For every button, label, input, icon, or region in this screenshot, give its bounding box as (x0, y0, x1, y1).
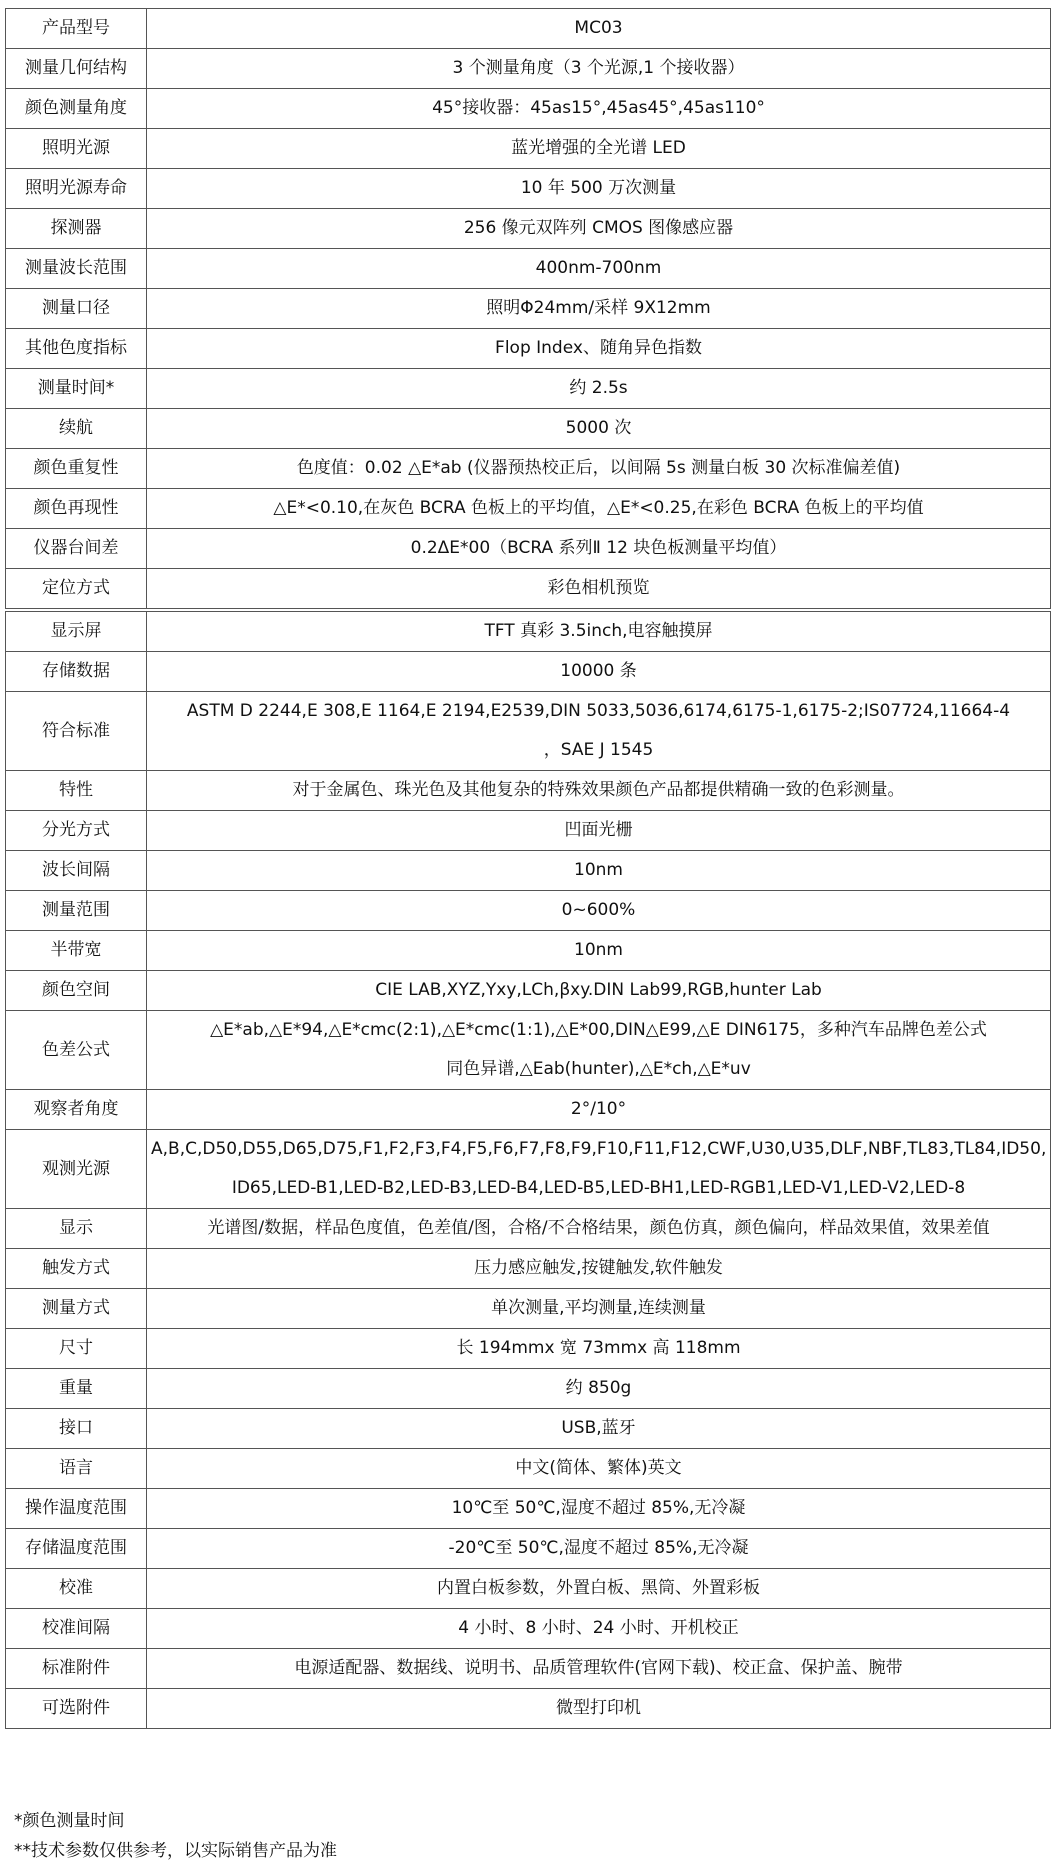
spec-row (6, 1369, 1051, 1409)
spec-row (6, 1489, 1051, 1529)
spec-label: 产品型号 (6, 9, 147, 49)
spec-label: 测量方式 (6, 1289, 147, 1329)
spec-value-line: ASTM D 2244,E 308,E 1164,E 2194,E2539,DIN 5033,5036,6174,6175-1,6175-2;IS07724,11664-4 (186, 701, 1011, 721)
spec-value-line: 256 像元双阵列 CMOS 图像感应器 (463, 218, 734, 238)
spec-value (147, 249, 1051, 289)
spec-label: 特性 (6, 771, 147, 811)
spec-value (147, 891, 1051, 931)
spec-label: 定位方式 (6, 569, 147, 611)
spec-value (147, 692, 1051, 771)
spec-label: 照明光源寿命 (6, 169, 147, 209)
spec-value (147, 1289, 1051, 1329)
spec-row (6, 289, 1051, 329)
spec-row (6, 1569, 1051, 1609)
spec-row (6, 489, 1051, 529)
spec-label: 操作温度范围 (6, 1489, 147, 1529)
spec-label: 重量 (6, 1369, 147, 1409)
spec-row (6, 652, 1051, 692)
footnote: **技术参数仅供参考，以实际销售产品为准 (14, 1841, 337, 1861)
spec-label: 接口 (6, 1409, 147, 1449)
spec-value-line: 单次测量,平均测量,连续测量 (491, 1298, 706, 1318)
spec-row (6, 891, 1051, 931)
spec-row (6, 931, 1051, 971)
spec-value-line: 同色异谱,△Eab(hunter),△E*ch,△E*uv (446, 1059, 751, 1079)
spec-value (147, 1689, 1051, 1729)
spec-table-body (6, 9, 1051, 1729)
spec-value-line: 10℃至 50℃,湿度不超过 85%,无冷凝 (451, 1498, 746, 1518)
spec-row (6, 89, 1051, 129)
spec-label: 测量几何结构 (6, 49, 147, 89)
spec-value-line: 长 194mmx 宽 73mmx 高 118mm (456, 1338, 741, 1358)
spec-value-line: ID65,LED-B1,LED-B2,LED-B3,LED-B4,LED-B5,LED-BH1,LED-RGB1,LED-V1,LED-V2,LED-8 (231, 1178, 966, 1198)
spec-value (147, 811, 1051, 851)
spec-row (6, 529, 1051, 569)
spec-label: 续航 (6, 409, 147, 449)
spec-value (147, 569, 1051, 611)
spec-value-line: Flop Index、随角异色指数 (495, 338, 702, 358)
spec-label: 观测光源 (6, 1130, 147, 1209)
spec-value (147, 409, 1051, 449)
spec-value-line: 10 年 500 万次测量 (520, 178, 677, 198)
spec-value-line: 0~600% (561, 900, 636, 920)
spec-value-line: 0.2ΔE*00（BCRA 系列Ⅱ 12 块色板测量平均值） (410, 538, 787, 558)
spec-row (6, 1209, 1051, 1249)
spec-label: 校准 (6, 1569, 147, 1609)
spec-label: 显示屏 (6, 610, 147, 652)
spec-value (147, 771, 1051, 811)
spec-row (6, 692, 1051, 771)
spec-row (6, 249, 1051, 289)
spec-value-line: 5000 次 (565, 418, 632, 438)
spec-label: 尺寸 (6, 1329, 147, 1369)
spec-row (6, 1289, 1051, 1329)
spec-row (6, 1609, 1051, 1649)
spec-row (6, 1689, 1051, 1729)
spec-value (147, 1529, 1051, 1569)
spec-row (6, 49, 1051, 89)
spec-row (6, 329, 1051, 369)
spec-value-line: 内置白板参数，外置白板、黑筒、外置彩板 (437, 1578, 760, 1598)
spec-value-line: 色度值：0.02 △E*ab (仪器预热校正后，以间隔 5s 测量白板 30 次标准偏差值) (296, 458, 901, 478)
spec-value (147, 931, 1051, 971)
spec-label: 照明光源 (6, 129, 147, 169)
spec-row (6, 129, 1051, 169)
spec-row (6, 771, 1051, 811)
spec-row (6, 811, 1051, 851)
spec-row (6, 169, 1051, 209)
spec-value-line: 凹面光栅 (564, 820, 633, 840)
spec-label: 触发方式 (6, 1249, 147, 1289)
spec-value (147, 652, 1051, 692)
spec-label: 测量波长范围 (6, 249, 147, 289)
spec-value-line: △E*ab,△E*94,△E*cmc(2:1),△E*cmc(1:1),△E*00,DIN△E99,△E DIN6175，多种汽车品牌色差公式 (210, 1020, 987, 1040)
footnotes (14, 1806, 337, 1866)
spec-value (147, 851, 1051, 891)
spec-value-line: △E*<0.10,在灰色 BCRA 色板上的平均值，△E*<0.25,在彩色 BCRA 色板上的平均值 (273, 498, 924, 518)
spec-value (147, 289, 1051, 329)
spec-row (6, 569, 1051, 611)
spec-value (147, 369, 1051, 409)
spec-value (147, 1209, 1051, 1249)
spec-label: 显示 (6, 1209, 147, 1249)
spec-value (147, 9, 1051, 49)
spec-row (6, 1529, 1051, 1569)
spec-row (6, 1249, 1051, 1289)
spec-value-line: 对于金属色、珠光色及其他复杂的特殊效果颜色产品都提供精确一致的色彩测量。 (292, 780, 905, 800)
spec-label: 测量时间* (6, 369, 147, 409)
spec-label: 可选附件 (6, 1689, 147, 1729)
spec-value (147, 1569, 1051, 1609)
spec-value (147, 529, 1051, 569)
spec-value-line: 微型打印机 (556, 1698, 641, 1718)
spec-value (147, 129, 1051, 169)
spec-label: 颜色空间 (6, 971, 147, 1011)
spec-row (6, 1449, 1051, 1489)
spec-label: 色差公式 (6, 1011, 147, 1090)
spec-label: 语言 (6, 1449, 147, 1489)
spec-row (6, 610, 1051, 652)
spec-value-line: 蓝光增强的全光谱 LED (511, 138, 686, 158)
spec-label: 半带宽 (6, 931, 147, 971)
spec-label: 校准间隔 (6, 1609, 147, 1649)
spec-table (5, 8, 1051, 1729)
spec-value-line: 45°接收器：45as15°,45as45°,45as110° (432, 98, 765, 118)
spec-label: 观察者角度 (6, 1090, 147, 1130)
spec-value (147, 1369, 1051, 1409)
spec-row (6, 1409, 1051, 1449)
spec-row (6, 1011, 1051, 1090)
spec-label: 测量范围 (6, 891, 147, 931)
spec-row (6, 9, 1051, 49)
spec-row (6, 1090, 1051, 1130)
spec-value (147, 49, 1051, 89)
spec-value (147, 1409, 1051, 1449)
spec-value-line: 约 850g (565, 1378, 632, 1398)
spec-value (147, 489, 1051, 529)
spec-label: 波长间隔 (6, 851, 147, 891)
spec-value-line: 10nm (574, 860, 623, 880)
spec-value (147, 1649, 1051, 1689)
spec-row (6, 449, 1051, 489)
spec-value-line: 中文(简体、繁体)英文 (515, 1458, 682, 1478)
spec-value-line: 3 个测量角度（3 个光源,1 个接收器） (452, 58, 745, 78)
spec-value (147, 329, 1051, 369)
spec-value (147, 1130, 1051, 1209)
spec-value-line: 10000 条 (560, 661, 637, 681)
spec-row (6, 209, 1051, 249)
spec-value (147, 1011, 1051, 1090)
spec-value (147, 1249, 1051, 1289)
spec-value-line: 照明Φ24mm/采样 9X12mm (486, 298, 711, 318)
spec-label: 标准附件 (6, 1649, 147, 1689)
spec-value (147, 610, 1051, 652)
spec-value-line: 400nm-700nm (535, 258, 662, 278)
spec-label: 仪器台间差 (6, 529, 147, 569)
spec-label: 存储数据 (6, 652, 147, 692)
spec-value-line: 电源适配器、数据线、说明书、品质管理软件(官网下载)、校正盒、保护盖、腕带 (294, 1658, 903, 1678)
spec-value-line: -20℃至 50℃,湿度不超过 85%,无冷凝 (448, 1538, 749, 1558)
spec-row (6, 1329, 1051, 1369)
spec-label: 其他色度指标 (6, 329, 147, 369)
spec-value (147, 971, 1051, 1011)
spec-value-line: 4 小时、8 小时、24 小时、开机校正 (458, 1618, 739, 1638)
spec-value (147, 1329, 1051, 1369)
spec-row (6, 1649, 1051, 1689)
spec-value-line: 光谱图/数据，样品色度值，色差值/图，合格/不合格结果，颜色仿真，颜色偏向，样品效果值，效果差值 (207, 1218, 990, 1238)
spec-row (6, 851, 1051, 891)
spec-label: 测量口径 (6, 289, 147, 329)
spec-value (147, 1489, 1051, 1529)
spec-value (147, 449, 1051, 489)
spec-label: 符合标准 (6, 692, 147, 771)
spec-value-line: A,B,C,D50,D55,D65,D75,F1,F2,F3,F4,F5,F6,F7,F8,F9,F10,F11,F12,CWF,U30,U35,DLF,NBF,TL83,TL84,ID50, (151, 1139, 1047, 1159)
spec-value (147, 1449, 1051, 1489)
spec-label: 颜色测量角度 (6, 89, 147, 129)
spec-row (6, 409, 1051, 449)
spec-label: 存储温度范围 (6, 1529, 147, 1569)
spec-row (6, 971, 1051, 1011)
spec-label: 探测器 (6, 209, 147, 249)
spec-row (6, 1130, 1051, 1209)
spec-value (147, 169, 1051, 209)
spec-label: 颜色再现性 (6, 489, 147, 529)
spec-value (147, 89, 1051, 129)
spec-value (147, 209, 1051, 249)
spec-value-line: MC03 (574, 18, 623, 38)
spec-value (147, 1609, 1051, 1649)
spec-value (147, 1090, 1051, 1130)
footnote: *颜色测量时间 (14, 1811, 125, 1831)
spec-value-line: CIE LAB,XYZ,Yxy,LCh,βxy.DIN Lab99,RGB,hunter Lab (375, 980, 822, 1000)
spec-label: 分光方式 (6, 811, 147, 851)
spec-value-line: TFT 真彩 3.5inch,电容触摸屏 (484, 621, 713, 641)
spec-value-line: 10nm (574, 940, 623, 960)
spec-value-line: 压力感应触发,按键触发,软件触发 (474, 1258, 723, 1278)
spec-label: 颜色重复性 (6, 449, 147, 489)
spec-row (6, 369, 1051, 409)
spec-value-line: USB,蓝牙 (561, 1418, 636, 1438)
spec-value-line: 2°/10° (570, 1099, 627, 1119)
spec-value-line: 约 2.5s (569, 378, 628, 398)
spec-value-line: ，SAE J 1545 (543, 740, 654, 760)
spec-value-line: 彩色相机预览 (547, 578, 650, 598)
